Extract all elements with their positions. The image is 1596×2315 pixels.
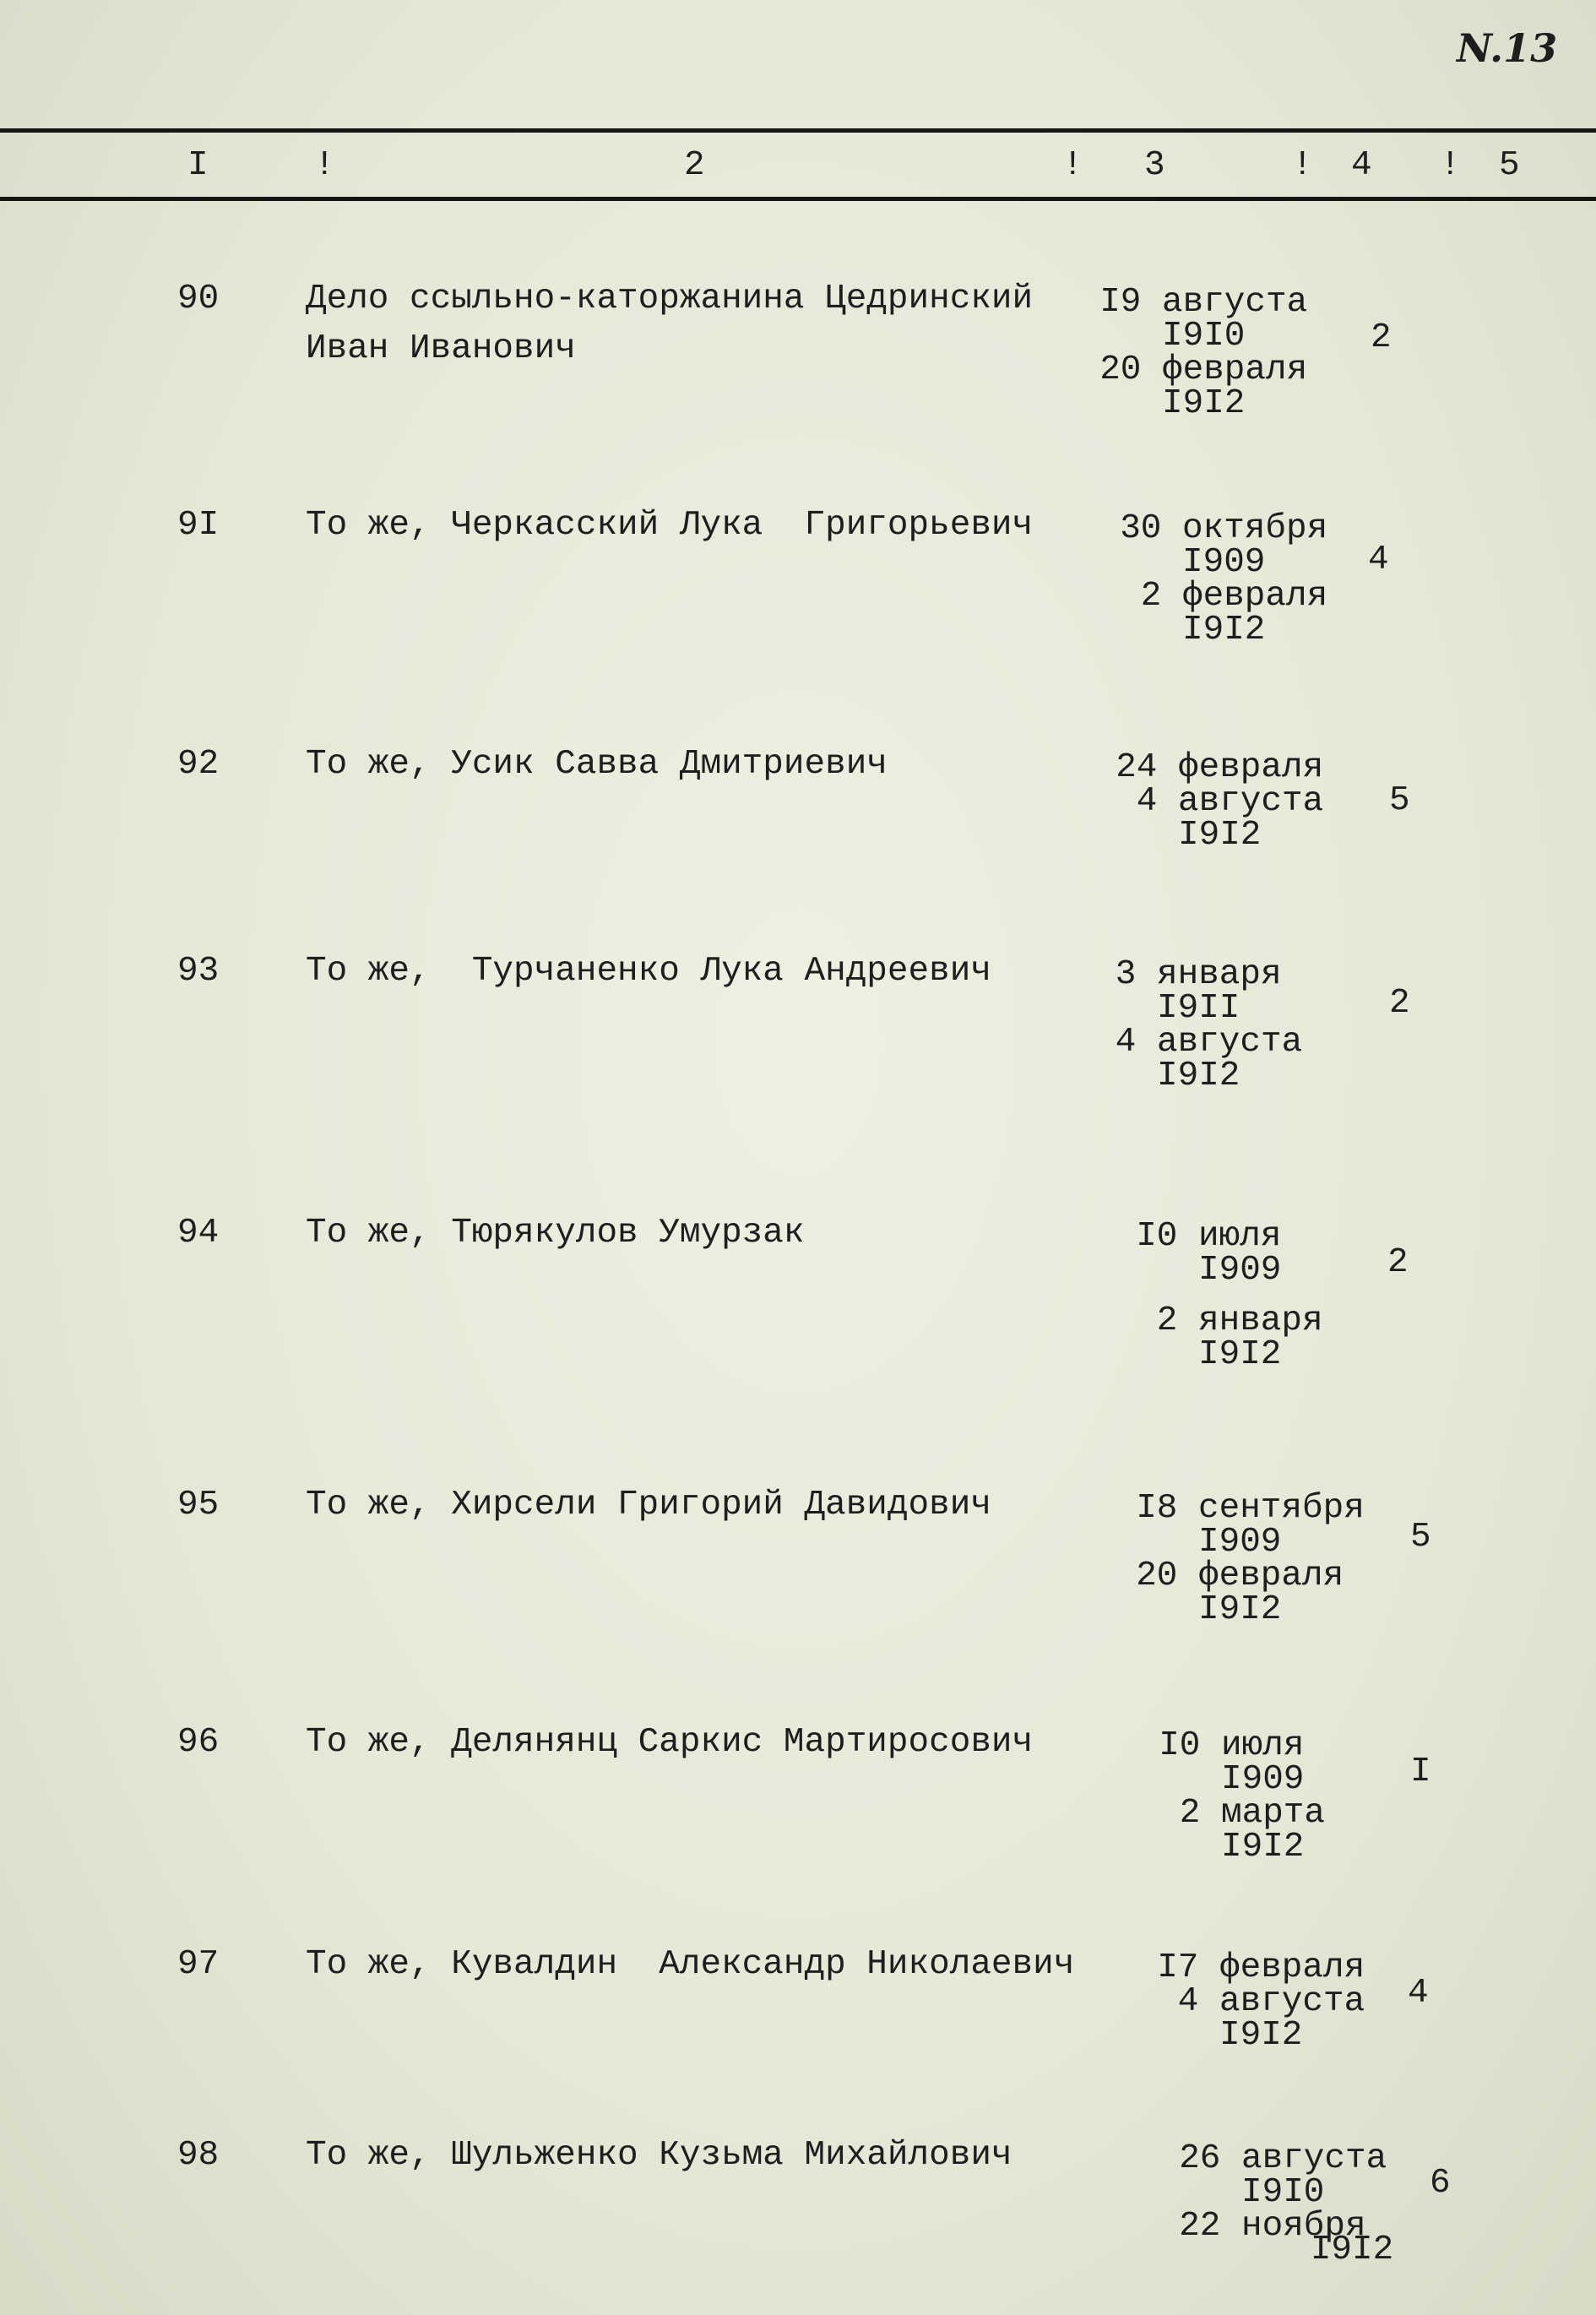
date-line [1136, 1489, 1365, 1528]
row-title: То же, Турчаненко Лука Андреевич [306, 952, 991, 991]
row-number: 95 [177, 1486, 220, 1524]
date-text: февраля [1182, 577, 1328, 616]
date-line [1248, 2233, 1393, 2268]
date-text: I909 [1198, 1251, 1282, 1290]
date-text: августа [1178, 782, 1324, 821]
sheet-count: 5 [1389, 781, 1410, 820]
column-separator: ! [1440, 146, 1461, 185]
date-day: 2 [1140, 577, 1162, 616]
row-number: 98 [177, 2136, 220, 2175]
date-line [1159, 1726, 1305, 1765]
row-title: То же, Усик Савва Дмитриевич [306, 745, 888, 784]
date-text: июля [1198, 1217, 1282, 1256]
date-line [1094, 1025, 1302, 1060]
date-day: I9 [1099, 283, 1142, 322]
date-day: 4 [1177, 1982, 1199, 2021]
date-text: марта [1221, 1794, 1326, 1833]
date-text: I909 [1198, 1523, 1282, 1562]
date-line [1116, 782, 1324, 821]
date-text: августа [1157, 1023, 1303, 1062]
date-line [1120, 579, 1327, 614]
sheet-count: I [1410, 1753, 1431, 1791]
row-title: Иван Иванович [306, 329, 576, 368]
row-title: То же, Делянянц Саркис Мартиросович [306, 1723, 1034, 1762]
date-text: I9I2 [1182, 611, 1266, 649]
row-number: 94 [177, 1214, 220, 1253]
date-text: августа [1219, 1982, 1365, 2021]
date-day: 22 [1179, 2207, 1221, 2246]
date-line [1179, 2173, 1325, 2212]
date-text: I9I2 [1219, 2016, 1303, 2055]
date-day: I0 [1159, 1726, 1201, 1765]
header-bottom-rule [0, 197, 1596, 201]
row-number: 93 [177, 952, 220, 991]
row-title: То же, Шульженко Кузьма Михайлович [306, 2136, 1012, 2175]
date-line [1136, 1217, 1282, 1256]
date-day: 3 [1115, 955, 1137, 994]
date-day: I7 [1157, 1948, 1199, 1987]
sheet-number: N.13 [1457, 25, 1558, 71]
date-text: августа [1162, 283, 1308, 322]
date-line [1136, 1253, 1281, 1288]
date-day: I8 [1136, 1489, 1178, 1528]
date-line [1099, 384, 1246, 423]
date-day: 2 [1156, 1302, 1178, 1340]
column-header: I [187, 146, 209, 185]
date-text: февраля [1162, 351, 1308, 389]
date-text: I9I0 [1162, 317, 1246, 356]
date-line [1159, 1760, 1305, 1799]
column-separator: ! [1292, 146, 1313, 185]
date-text: февраля [1219, 1948, 1365, 1987]
date-line [1157, 2016, 1303, 2055]
column-header: 5 [1499, 146, 1520, 185]
row-title: То же, Тюрякулов Умурзак [306, 1214, 805, 1253]
row-title: То же, Черкасский Лука Григорьевич [306, 506, 1034, 545]
sheet-count: 2 [1371, 318, 1392, 357]
date-text: сентября [1198, 1489, 1365, 1528]
date-line [1116, 818, 1261, 853]
date-day: I0 [1136, 1217, 1178, 1256]
column-header: 4 [1351, 146, 1372, 185]
date-line [1094, 955, 1282, 994]
date-line [1136, 1525, 1281, 1560]
date-day: 4 [1115, 1023, 1137, 1062]
date-day: 24 [1116, 748, 1158, 787]
date-line [1159, 1830, 1304, 1865]
date-line [1179, 2139, 1387, 2178]
header-top-rule [0, 128, 1596, 133]
date-text: I9II [1157, 989, 1240, 1028]
sheet-count: 4 [1368, 541, 1389, 579]
date-day: 30 [1120, 509, 1162, 548]
sheet-count: 5 [1410, 1518, 1431, 1557]
date-line [1159, 1796, 1325, 1831]
date-line [1157, 1982, 1365, 2021]
sheet-count: 2 [1387, 1243, 1409, 1282]
date-text: I9I0 [1241, 2173, 1325, 2212]
date-text: I9I2 [1221, 1828, 1305, 1867]
date-line [1120, 543, 1266, 582]
column-separator: ! [1062, 146, 1083, 185]
date-text: I9I2 [1157, 1057, 1240, 1095]
row-number: 96 [177, 1723, 220, 1762]
row-title: Дело ссыльно-каторжанина Цедринский [306, 280, 1034, 318]
date-line [1099, 285, 1307, 320]
sheet-count: 6 [1430, 2164, 1451, 2203]
date-text: I9I2 [1162, 384, 1246, 423]
date-text: января [1198, 1302, 1323, 1340]
date-day: 20 [1099, 351, 1142, 389]
date-line [1099, 353, 1307, 388]
date-text: I909 [1182, 543, 1266, 582]
date-line [1120, 613, 1265, 648]
date-day: 2 [1179, 1794, 1201, 1833]
date-text: октября [1182, 509, 1328, 548]
row-number: 9I [177, 506, 220, 545]
date-text: I9I2 [1310, 2231, 1394, 2269]
date-line [1116, 748, 1324, 787]
row-number: 97 [177, 1945, 220, 1984]
date-line [1136, 1590, 1282, 1629]
date-day: 4 [1136, 782, 1158, 821]
date-text: февраля [1198, 1557, 1344, 1595]
date-text: I9I2 [1198, 1335, 1282, 1374]
row-number: 90 [177, 280, 220, 318]
date-text: января [1157, 955, 1282, 994]
row-title: То же, Хирсели Григорий Давидович [306, 1486, 991, 1524]
date-day: 20 [1136, 1557, 1178, 1595]
row-title: То же, Кувалдин Александр Николаевич [306, 1945, 1075, 1984]
date-text: I909 [1221, 1760, 1305, 1799]
date-text: I9I2 [1178, 816, 1262, 855]
column-separator: ! [314, 146, 335, 185]
date-line [1120, 509, 1328, 548]
row-number: 92 [177, 745, 220, 784]
date-day: 26 [1179, 2139, 1221, 2178]
date-line [1094, 989, 1240, 1028]
date-line [1136, 1559, 1344, 1594]
date-text: июля [1221, 1726, 1305, 1765]
date-line [1099, 319, 1245, 354]
date-text: августа [1241, 2139, 1387, 2178]
column-header: 3 [1144, 146, 1165, 185]
date-line [1157, 1948, 1365, 1987]
date-line [1136, 1335, 1282, 1374]
column-header: 2 [684, 146, 705, 185]
date-line [1094, 1059, 1240, 1094]
date-line [1136, 1304, 1322, 1339]
date-text: февраля [1178, 748, 1324, 787]
sheet-count: 2 [1389, 984, 1410, 1023]
sheet-count: 4 [1408, 1974, 1429, 2013]
date-text: I9I2 [1198, 1590, 1282, 1629]
date-text: ноября [1241, 2207, 1366, 2246]
